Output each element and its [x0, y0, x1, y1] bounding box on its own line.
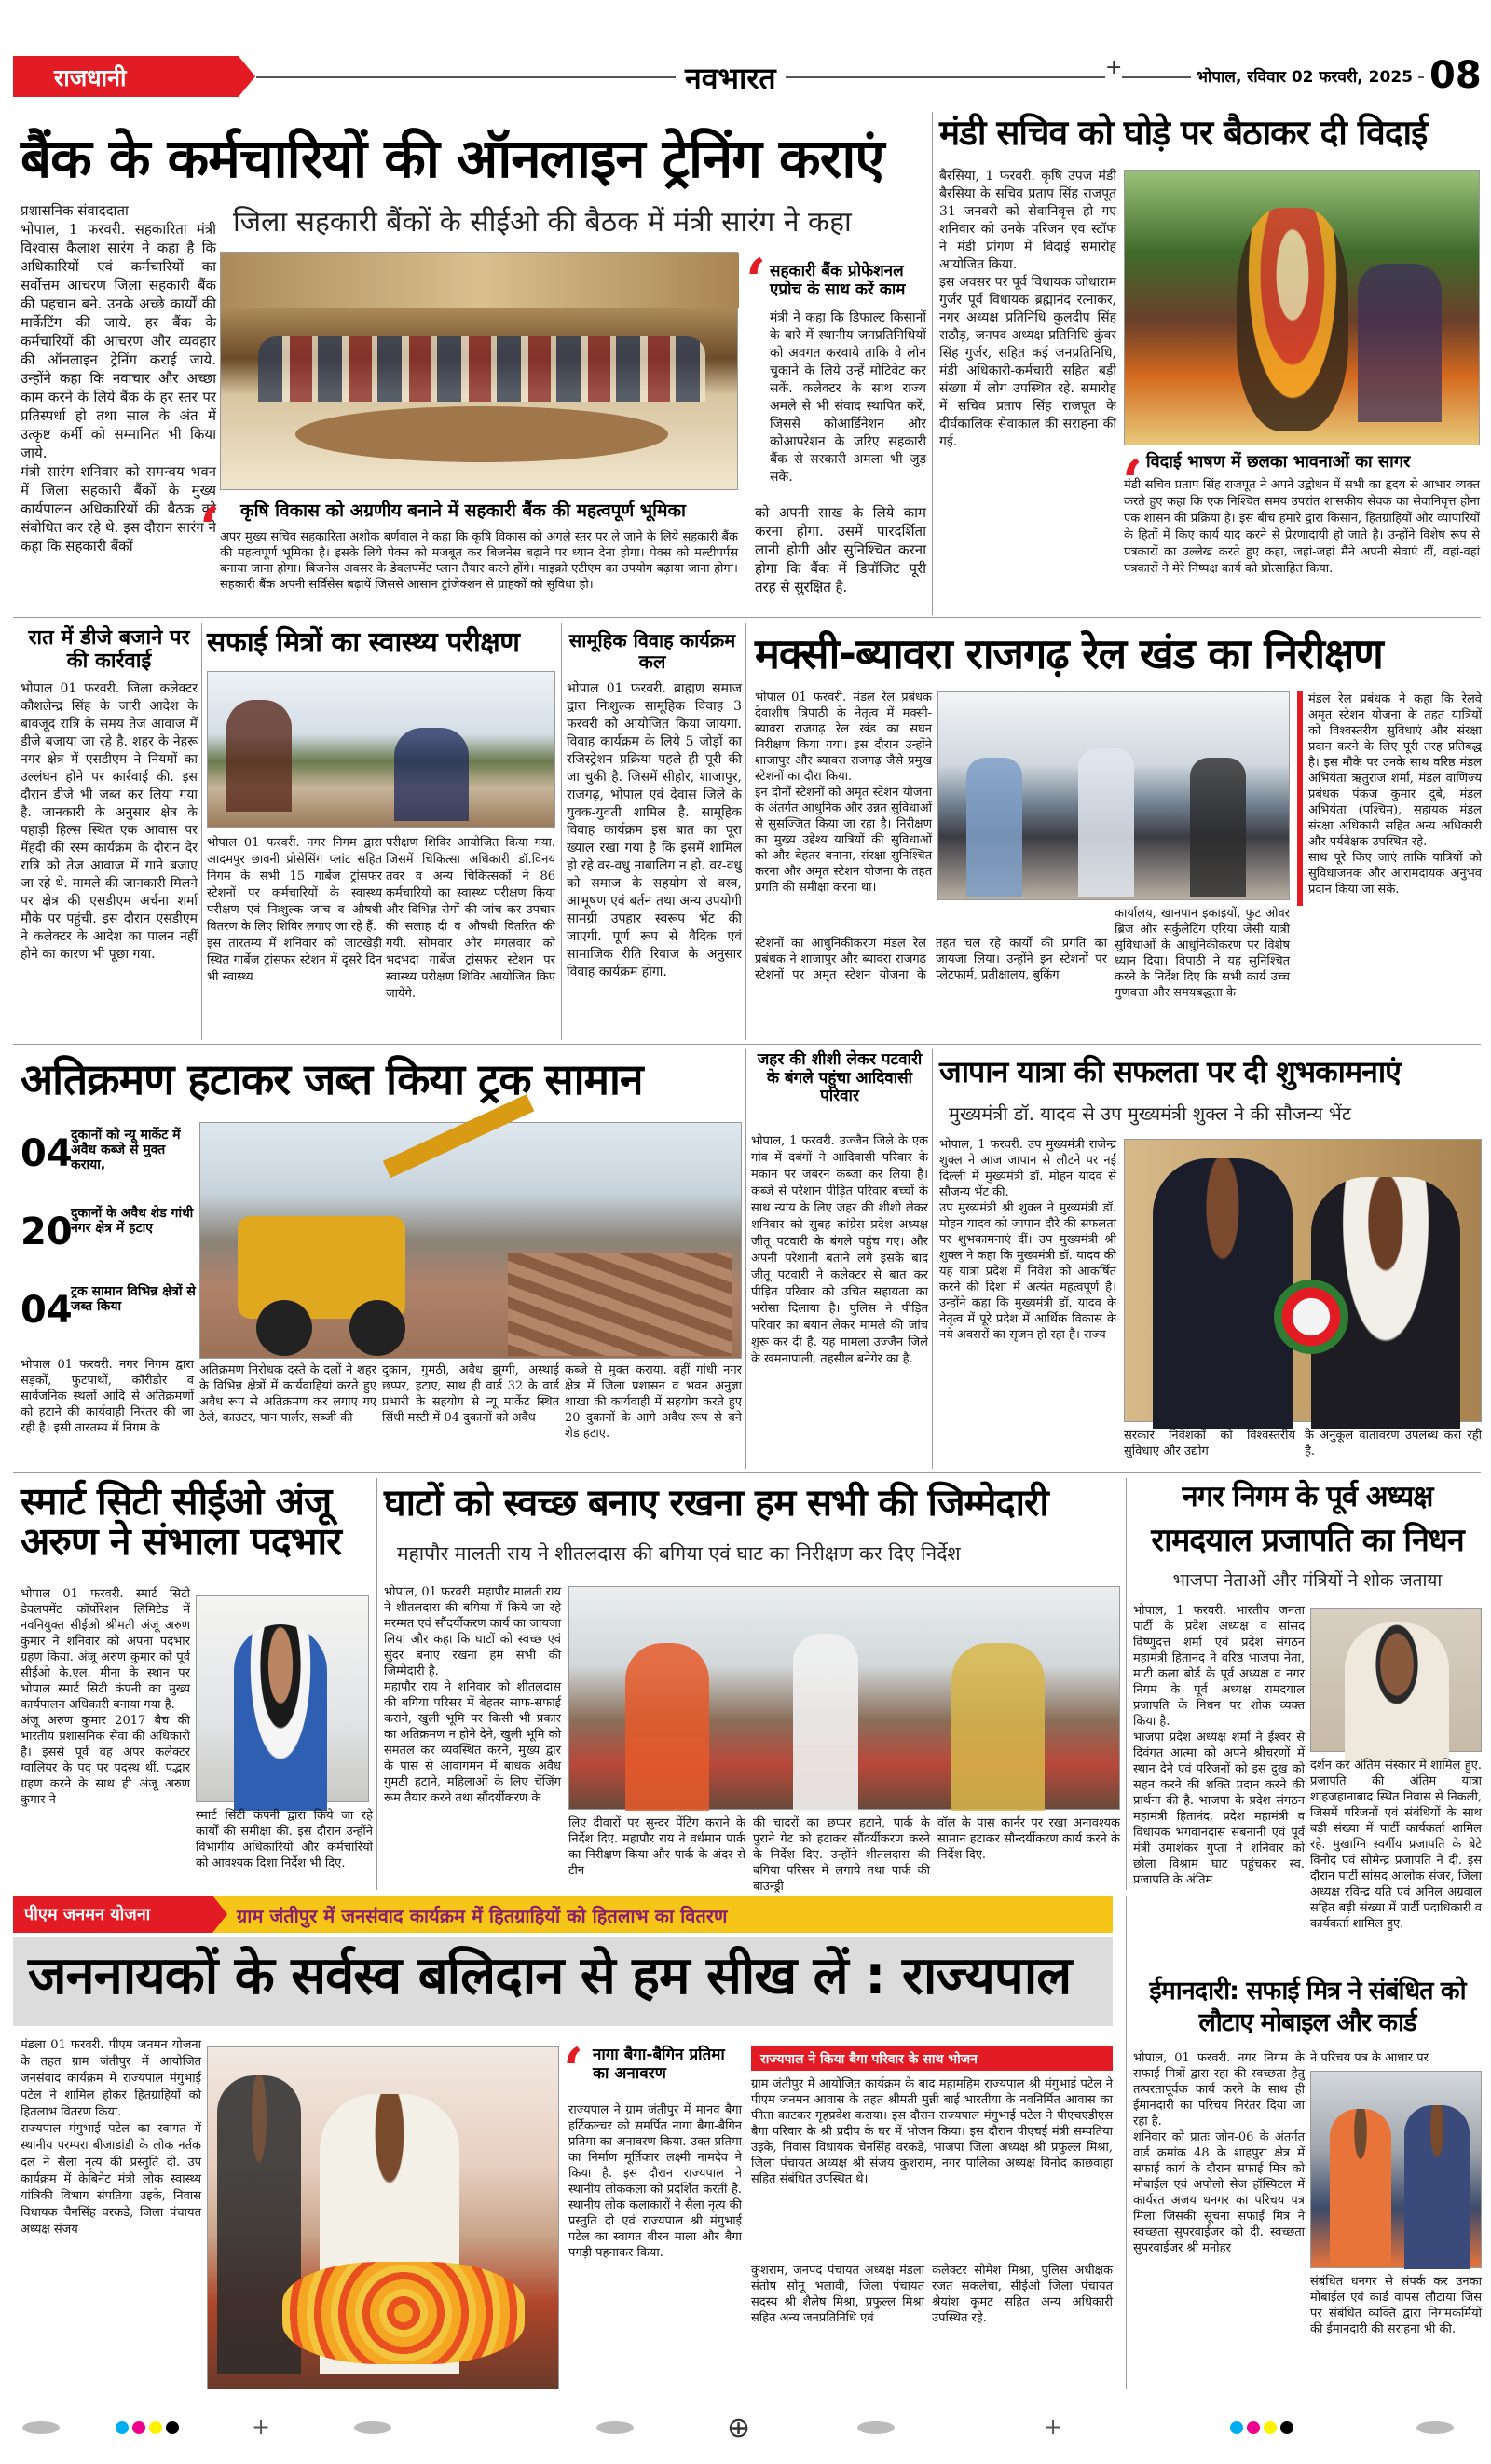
row-rule [13, 1472, 1481, 1473]
yellow-dot [1264, 2421, 1277, 2434]
article-body-col2: स्टेशनों का आधुनिकीकरण मंडल रेल प्रबंधक ने शाजापुर और ब्यावरा राजगढ़ स्टेशनों पर अमृत स्टेशन योजना के तहत चल रहे कार्यों की प्रगति का जायजा लिया। उन्होंने इन स्टेशनों पर प्लेटफार्म, प्रतीक्षालय, बुकिंग [755, 937, 1107, 982]
article-body: बैरसिया, 1 फरवरी. कृषि उपज मंडी बैरसिया के सचिव प्रताप सिंह राजपूत 31 जनवरी को सेवानिवृत्त हो गए शनिवार को उनके परिजन एव स्टॉफ ने मंडी प्रांगण में विदाई समारोह आयोजित किया. इस अवसर पर पूर्व विधायक जोधाराम गुर्जर पूर्व विधायक ब्रह्मानंद रत्नाकर, नगर अध्यक्ष प्रतिनिधि कुलदीप सिंह राठौड़, जनपद अध्यक्ष प्रतिनिधि कुंवर सिंह गुर्जर, सहित कई जनप्रतिनिधि, मंडी अधिकारी-कर्मचारी सहित बड़ी संख्या में लोग उपस्थित रहे. समारोह में सचिव प्रताप सिंह राजपूत के दीर्घकालिक सेवाकाल की सराहना की गई. [939, 169, 1116, 449]
cleaner-photo [1310, 2071, 1482, 2268]
grey-dot [22, 2421, 60, 2434]
headline: जापान यात्रा की सफलता पर दी शुभकामनाएं [939, 1054, 1401, 1089]
sidebar-head: विदाई भाषण में छलका भावनाओं का सागर [1146, 452, 1411, 472]
headline: बैंक के कर्मचारियों की ऑनलाइन ट्रेनिंग कराएं [21, 127, 884, 190]
cyan-dot [116, 2421, 129, 2434]
grey-dot [354, 2421, 391, 2434]
column-rule [561, 623, 562, 1040]
masthead [0, 0, 1491, 101]
column-rule [201, 623, 202, 1040]
rail-photo [937, 691, 1290, 900]
quote-icon: ‘ [1122, 447, 1143, 517]
subheadline: महापौर मालती राय ने शीतलदास की बगिया एवं घाट का निरीक्षण कर दिए निर्देश [397, 1542, 961, 1565]
headline: घाटों को स्वच्छ बनाए रखना हम सभी की जिम्मेदारी [384, 1482, 1048, 1525]
subheadline: भाजपा नेताओं और मंत्रियों ने शोक जताया [1172, 1570, 1443, 1591]
fact-item [21, 1282, 196, 1351]
column-rule [376, 1478, 377, 1890]
sidebar-text: राज्यपाल ने ग्राम जंतीपुर में मानव बैगा हर्टिकल्चर को समर्पित नागा बैगा-बैगिन प्रतिमा का अनावरण किया. उक्त प्रतिमा का निर्माण मूर्तिकार लक्ष्मी नामदेव ने किया है. इस दौरान राज्यपाल ने स्थानीय लोककला को प्रदर्शित करती है. स्थानीय लोक कलाकारों ने सैला नृत्य की प्रस्तुति दी एवं राज्यपाल श्री मंगुभाई पटेल का स्वागत बीरन माला और बैगा पगड़ी पहनाकर किया. [568, 2103, 742, 2260]
column-rule [932, 1049, 933, 1469]
strap-text: ग्राम जंतीपुर में जनसंवाद कार्यक्रम में हितग्राहियों को हितलाभ का वितरण [237, 1905, 728, 1927]
article-body: भोपाल, 1 फरवरी. उप मुख्यमंत्री राजेन्द्र शुक्ल ने आज जापान से लौटने पर नई दिल्ली में मुख्यमंत्री डॉ. मोहन यादव से सौजन्य भेंट की. उप मुख्यमंत्री श्री शुक्ल ने मुख्यमंत्री डॉ. मोहन यादव को जापान दौरे की सफलता पर शुभकामनाएं दीं। उप मुख्यमंत्री श्री शुक्ल ने कहा कि मुख्यमंत्री डॉ. यादव की यह यात्रा प्रदेश में निवेश को आकर्षित करने की दिशा में अत्यंत महत्वपूर्ण है। उन्होंने कहा कि मुख्यमंत्री डॉ. यादव के नेतृत्व में पूरे प्रदेश में आर्थिक विकास के नये अवसरों का सृजन हो रहा है। राज्य [939, 1138, 1116, 1342]
yellow-dot [149, 2421, 162, 2434]
row-rule [13, 1044, 1481, 1045]
article-body: भोपाल 01 फरवरी. नगर निगम द्वारा आदमपुर छावनी प्रोसेसिंग प्लांट सहित निगम के सभी 15 गार्बेज ट्रांसफर स्टेशनों पर कर्मचारियों के स्वास्थ्य परीक्षण एवं निःशुल्क जांच व औषधी वितरण के लिए शिविर लगाए जा रहे हैं. इस तारतम्य में शनिवार को जाटखेड़ी स्थित गार्बेज ट्रांसफर स्टेशन में दूसरे दिन भी स्वास्थ्य [207, 836, 382, 984]
sidebar-text: मंडी सचिव प्रताप सिंह राजपूत ने अपने उद्बोधन में सभी का हृदय से आभार व्यक्त करते हुए कहा कि एक निश्चित समय उपरांत शासकीय सेवक का सेवानिवृत्त होना एक शासन की प्रक्रिया है। इस बीच हमारे द्वारा किसान, हितग्राहियों और व्यापारियों के हितों में किए कार्य याद करने से प्रेरणादायी हो जाते है। उन्होंने विशेष रूप से पत्रकारों का उल्लेख करते हुए कहा, जहां-जहां मैंने अपनी सेवाएं दीं, वहां-वहां पत्रकारों ने मेरे निष्पक्ष कार्य को प्रोत्साहित किया. [1124, 478, 1480, 576]
article-body-col4: कब्जे से मुक्त कराया. वहीं गांधी नगर क्षेत्र में जिला प्रशासन व भवन अनुज्ञा शाखा की कार्यवाही में सहयोग करते हुए 20 दुकानों के आगे अवैध रूप से बने शेड हटाए. [565, 1363, 742, 1441]
headline: स्मार्ट सिटी सीईओ अंजू अरुण ने संभाला पदभार [21, 1479, 341, 1565]
column-rule [1126, 1896, 1127, 2389]
article-body-col2: सरकार निवेशकों को विश्वस्तरीय सुविधाएं और उद्योग [1124, 1429, 1295, 1458]
headline: जहर की शीशी लेकर पटवारी के बंगले पहुंचा आदिवासी परिवार [757, 1050, 923, 1106]
registration-cross-icon: + [252, 2414, 271, 2440]
article-body-col4: मंडल रेल प्रबंधक ने कहा कि रेलवे अमृत स्टेशन योजना के तहत यात्रियों को विश्वस्तरीय सुविधाएं और संरक्षा प्रदान करने के लिए पूरी तरह प्रतिबद्ध है। इस मौके पर उनके साथ वरिष्ठ मंडल अभियंता ऋतुराज शर्मा, मंडल वाणिज्य प्रबंधक पंकज कुमार दुबे, मंडल अभियंता (पश्चिम), सहायक मंडल संरक्षा अधिकारी सहित अन्य अधिकारी और पर्यवेक्षक उपस्थित रहे. साथ पूरे किए जाएं ताकि यात्रियों को सुविधाजनक और आरामदायक अनुभव प्रदान किया जा सके. [1308, 692, 1482, 897]
newspaper-logo: नवभारत [676, 58, 786, 98]
article-body-col2: स्मार्ट सिटी कंपनी द्वारा किये जा रहे कार्यों की समीक्षा की. इस दौरान उन्होंने विभागीय अधिकारियों और कर्मचारियों को आवश्यक दिशा निर्देश भी दिए. [196, 1809, 373, 1870]
strap-tag-label: पीएम जनमन योजना [24, 1905, 151, 1924]
color-registration-bar [0, 2401, 1491, 2457]
row-rule [13, 617, 1481, 618]
article-body-col3: कार्यालय, खानपान इकाइयों, फुट ओवर ब्रिज और सर्कुलेटिंग एरिया जैसी यात्री सुविधाओं के आधुनिकीकरण पर विशेष ध्यान दिया। विपाठी ने यह सुनिश्चित करने के निर्देश दिए कि सभी कार्य उच्च गुणवत्ता और समयबद्धता के [1115, 907, 1290, 1000]
article-body: भोपाल, 01 फरवरी. महापौर मालती राय ने शीतलदास की बगिया में किये जा रहे मरम्मत एवं सौंदर्यीकरण कार्य का जायजा लिया और कहा कि घाटों को स्वच्छ एवं सुंदर बनाए रखना हम सभी की जिम्मेदारी है. महापौर राय ने शनिवार को शीतलदास की बगिया परिसर में बेहतर साफ-सफाई कराने, खुली भूमि पर किसी भी प्रकार का अतिक्रमण न होने देने, खुली भूमि को समतल कर व्यवस्थित करने, मुख्य द्वार के पास से आवागमन में बाधक अवैध गुमठी हटाने, महिलाओं के लिए चेंजिंग रूम तैयार करने तथा सौंदर्यीकरण के [384, 1585, 561, 1805]
meeting-photo [220, 252, 738, 490]
fact-box [21, 1126, 196, 1349]
article-body: भोपाल 01 फरवरी. ब्राह्मण समाज द्वारा निःशुल्क सामूहिक विवाह 3 फरवरी को आयोजित किया जायगा. विवाह कार्यक्रम के लिये 5 जोड़ों का रजिस्ट्रेशन प्रक्रिया पहले ही पूरी की जा चुकी है. जिसमें सीहोर, शाजापुर, राजगढ़, भोपाल एवं देवास जिले के युवक-युवती शामिल है. सामूहिक विवाह कार्यक्रम इस बात का पूरा ख्याल रखा गया है कि इसमें शामिल हो रहे वर-वधु नाबालिग न हो. वर-वधु को समाज के सहयोग से वस्त्र, आभूषण एवं बर्तन तथा अन्य उपयोगी सामग्री उपहार स्वरूप भेंट की जाएगी. पूर्ण रूप से वैदिक एवं सामाजिक रीति रिवाज के अनुसार विवाह कार्यक्रम होगा. [567, 681, 742, 979]
black-dot [166, 2421, 179, 2434]
registration-target-icon: ⊕ [727, 2412, 751, 2444]
headline-line2: रामदयाल प्रजापति का निधन [1151, 1522, 1464, 1559]
grey-dot [596, 2421, 634, 2434]
farewell-photo [1124, 170, 1480, 445]
magenta-dot [132, 2421, 145, 2434]
obituary-photo [1310, 1608, 1482, 1752]
headline: जननायकों के सर्वस्व बलिदान से हम सीख लें : राज्यपाल [28, 1946, 1072, 2006]
article-body-col3: दुकान, गुमठी, अवैध झुग्गी, अस्थाई छप्पर, हटाए, साथ ही वार्ड 32 के वार्ड प्रभारी के सहयोग से न्यू मार्केट स्थित सिंधी मस्टी में 04 दुकानों को अवैध [382, 1363, 559, 1425]
article-body-cont: को अपनी साख के लिये काम करना होगा. उसमें पारदर्शिता लानी होगी और सुनिश्चित करना होगा कि बैंक में डिपॉजिट पूरी तरह से सुरक्षित है. [755, 504, 926, 595]
fact-text: दुकानों को न्यू मार्केट में अवैध कब्जे से मुक्त कराया, [71, 1128, 181, 1173]
quote-icon: ‘ [199, 494, 221, 564]
article-body: भोपाल, 1 फरवरी. उज्जैन जिले के एक गांव में दबंगों ने आदिवासी परिवार के मकान पर जबरन कब्जा कर लिया है। कब्जे से परेशान पीड़ित परिवार बच्चों के साथ न्याय के लिए जहर की शीशी लेकर शनिवार को सुबह कांग्रेस प्रदेश अध्यक्ष जीतू पटवारी के बंगले पहुंच गए। और अपनी परेशानी बताने लगे इसके बाद जीतू पटवारी ने कलेक्टर से बात कर पीड़ित परिवार को उचित सहायता का भरोसा दिलाया है। पुलिस ने पीड़ित परिवार का बयान लेकर मामले की जांच शुरू कर दी है. यह मामला उज्जैन जिले के खमनापाली, तहसील बनेगेर का है. [751, 1134, 928, 1366]
article-body-col4: कलेक्टर सोमेश मिश्रा, पुलिस अधीक्षक रजत सकलेचा, सीईओ जिला पंचायत श्रेयांश कूमट सहित अन्य अधिकारी उपस्थित रहे. [932, 2264, 1113, 2325]
page-number: 08 [1424, 54, 1482, 97]
article-body: भोपाल 01 फरवरी. मंडल रेल प्रबंधक देवाशीष त्रिपाठी के नेतृत्व में मक्सी-ब्यावरा राजगढ़ रेल खंड का सघन निरीक्षण किया गया। इस दौरान उन्होंने शाजापुर और ब्यावरा राजगढ़ जैसे प्रमुख स्टेशनों का दौरा किया. इन दोनों स्टेशनों को अमृत स्टेशन योजना के अंतर्गत आधुनिक और उन्नत सुविधाओं से सुसज्जित किया जा रहा है। निरीक्षण का मुख्य उद्देश्य यात्रियों की सुविधाओं को और बेहतर बनाना, संरक्षा सुनिश्चित करना और अमृत स्टेशन योजना के तहत प्रगति की समीक्षा करना था। [755, 691, 932, 895]
article-body-col2: दर्शन कर अंतिम संस्कार में शामिल हुए. प्रजापति की अंतिम यात्रा शाहजहानाबाद स्थित निवास से निकली, जिसमें परिजनों एवं संबंधियों के साथ बड़ी संख्या में पार्टी कार्यकर्ता शामिल रहे. मुखाग्नि स्वर्गीय प्रजापति के बेटे विनोद एवं सोमेन्द्र प्रजापति ने दी. इस दौरान पार्टी सांसद आलोक संजर, जिला अध्यक्ष रविन्द्र यति एवं अनिल अग्रवाल सहित बड़ी संख्या में पार्टी पदाधिकारी व कार्यकर्ता शामिल हुए. [1310, 1759, 1482, 1931]
article-body-col2: लिए दीवारों पर सुन्दर पेंटिंग कराने के निर्देश दिए. महापौर राय ने वर्धमान पार्क का निरीक्षण किया और पार्क के अंदर से टीन [568, 1816, 746, 1878]
quote-icon: ‘ [746, 246, 767, 316]
grey-dot [1416, 2421, 1454, 2434]
article-body-cont: परीक्षण शिविर आयोजित किया गया. जिसमें चिकित्सा अधिकारी डॉ.विनय तवर व अन्य चिकित्सकों ने 86 कर्मचारियों का स्वास्थ्य परीक्षण किया और विभिन्न रोगों की जांच कर उपचार की सलाह दी व औषधी वितरित की गयी. सोमवार और मंगलवार को भदभदा गार्बेज ट्रांसफर स्टेशन पर स्वास्थ्य परीक्षण शिविर आयोजित किए जायेंगे. [386, 836, 555, 1001]
registration-cross-icon: + [1044, 2414, 1063, 2440]
fact-item [21, 1204, 196, 1273]
magenta-dot [1247, 2421, 1260, 2434]
banner-text: अपर मुख्य सचिव सहकारिता अशोक बर्णवाल ने कहा कि कृषि विकास को अगले स्तर पर ले जाने के लिये सहकारी बैंक की महत्वपूर्ण भूमिका है। इसके लिये पेक्स को मजबूत कर बिजनेस बढ़ाने पर ध्यान देना होगा। पेक्स को मल्टीपर्पस बनाया जाना होगा। बिजनेस अवसर के डेवलपमेंट प्लान तैयार करने होंगे। माइक्रो एटीएम का उपयोग बढ़ाया जाना होगा। सहकारी बैंक अपनी सर्विसेस बढ़ायें जिससे आसान ट्रांजेक्शन से ग्राहकों को सुविधा हो। [220, 530, 738, 592]
rail-sidebar [1297, 691, 1482, 1038]
column-rule [1126, 1478, 1127, 1890]
article-body-col4: वॉल के पास कार्नर पर रखा अनावश्यक सामान हटाकर सौन्दर्यीकरण कार्य करने के निर्देश दिए. [937, 1816, 1120, 1862]
strap-arrow [212, 1896, 227, 1933]
fact-text: ट्रक सामान विभिन्न क्षेत्रों से जब्त किया [71, 1284, 196, 1315]
fact-number: 04 [21, 1289, 73, 1332]
health-camp-photo [207, 671, 555, 828]
sidebar-text: मंत्री ने कहा कि डिफाल्ट किसानों के बारे में स्थानीय जनप्रतिनिधियों को अवगत करवाये ताकि वे लोन चुकाने के लिये उन्हें मोटिवेट कर सकें. कलेक्टर के साथ राज्य अमले से भी संवाद स्थापित करें, जिससे कोआर्डिनेशन और कोआपरेशन के जरिए सहकारी बैंक से सरकारी अमला भी जुड़ सके. [770, 310, 926, 485]
demolition-photo [199, 1122, 742, 1359]
cm-meeting-photo [1124, 1139, 1482, 1422]
red-subhead-text: ग्राम जंतीपुर में आयोजित कार्यक्रम के बाद महामहिम राज्यपाल श्री मंगुभाई पटेल ने पीएम जनमन आवास के तहत श्रीमती मुन्नी बाई भारतीया के नवनिर्मित आवास का फीता काटकर गृहप्रवेश कराया। इस दौरान राज्यपाल मंगुभाई पटेल ने पीएचएडीएस बैगा परिवार के श्री प्रदीप के घर में भोजन किया। इस दौरान पीएचई मंत्री सम्पतिया उइके, निवास विधायक चैनसिंह वरकडे, भाजपा जिला अध्यक्ष श्री प्रफुल्ल मिश्रा, जिला पंचायत अध्यक्ष श्री संजय कुशराम, नगर पालिका अध्यक्ष विनोद काछवाहा सहित संबंधित उपस्थित थे। [751, 2077, 1113, 2186]
article-body: भोपाल, 1 फरवरी. भारतीय जनता पार्टी के प्रदेश अध्यक्ष व सांसद विष्णुदत्त शर्मा एवं प्रदेश संगठन महामंत्री हितानंद ने वरिष्ठ भाजपा नेता, माटी कला बोर्ड के पूर्व अध्यक्ष व नगर निगम के पूर्व अध्यक्ष रामदयाल प्रजापति के निधन पर शोक व्यक्त किया है. भाजपा प्रदेश अध्यक्ष शर्मा ने ईश्वर से दिवंगत आत्मा को अपने श्रीचरणों में स्थान देने एवं परिजनों को इस दुख को सहन करने की शक्ति प्रदान करने की प्रार्थना की है. भाजपा के प्रदेश संगठन महामंत्री हितानंद, प्रदेश महामंत्री व विधायक भगवानदास सबनानी एवं पूर्व मंत्री उमाशंकर गुप्ता ने शनिवार को छोला विश्राम घाट पहुंचकर स्व. प्रजापति के अंतिम [1133, 1604, 1305, 1887]
mayor-inspection-photo [568, 1586, 1120, 1810]
subheadline: मुख्यमंत्री डॉ. यादव से उप मुख्यमंत्री शुक्ल ने की सौजन्य भेंट [949, 1102, 1351, 1125]
article-body-col3: के अनुकूल वातावरण उपलब्ध करा रही है. [1305, 1429, 1482, 1458]
headline: सफाई मित्रों का स्वास्थ्य परीक्षण [207, 626, 520, 659]
headline: रात में डीजे बजाने पर की कार्रवाई [28, 626, 190, 674]
article-body: भोपाल 01 फरवरी. स्मार्ट सिटी डेवलपमेंट कॉर्पोरेशन लिमिटेड में नवनियुक्त सीईओ श्रीमती अंजू अरुण कुमार ने शनिवार को अपना पदभार ग्रहण किया. अंजू अरुण कुमार को पूर्व सीईओ के.एल. मीना के स्थान पर भोपाल स्मार्ट सिटी कंपनी का मुख्य कार्यपालन अधिकारी बनाया गया है. अंजू अरुण कुमार 2017 बैच की भारतीय प्रशासनिक सेवा की अधिकारी है। इससे पूर्व वह अपर कलेक्टर ग्वालियर के पद पर पदस्थ थीं. पद्भार ग्रहण करने के साथ ही अंजू अरुण कुमार ने [21, 1587, 190, 1807]
black-dot [1280, 2421, 1293, 2434]
banner-head: कृषि विकास को अग्रणीय बनाने में सहकारी बैंक की महत्वपूर्ण भूमिका [240, 500, 686, 521]
headline: सामूहिक विवाह कार्यक्रम कल [568, 629, 736, 673]
article-body-col3: की चादरों का छप्पर हटाने, पार्क के पुराने गेट को हटाकर सौंदर्यीकरण करने के निर्देश दिए. उन्होंने शीतलदास की बगिया परिसर में लगाये तथा पार्क की बाउन्ड्री [753, 1816, 930, 1894]
governor-photo [207, 2046, 559, 2389]
article-body-col2: ने परिचय पत्र के आधार पर [1310, 2051, 1429, 2065]
quote-icon: ‘ [563, 2035, 584, 2105]
subheadline: जिला सहकारी बैंकों के सीईओ की बैठक में मंत्री सारंग ने कहा [233, 206, 852, 239]
article-body-col2: अतिक्रमण निरोधक दस्ते के दलों ने शहर के विभिन्न क्षेत्रों में कार्यवाहियां करते हुए अवैध रूप से अतिक्रमण कर लगाए गए ठेले, काउंटर, पान पार्लर, सब्जी की [199, 1363, 376, 1425]
column-rule [932, 112, 933, 615]
ceo-photo [196, 1595, 369, 1802]
fact-item [21, 1126, 196, 1195]
registration-cross-icon: + [1105, 56, 1123, 79]
section-tab [13, 56, 255, 97]
article-body: भोपाल, 01 फरवरी. नगर निगम के सफाई मित्रों द्वारा रहा की स्वच्छता हेतु तत्परतापूर्वक कार्य करने के साथ ही ईमानदारी का परिचय निरंतर दिया जा रहा है. शनिवार को प्रातः जोन-06 के अंतर्गत वार्ड क्रमांक 48 के शाहपुरा क्षेत्र में सफाई कार्य के दौरान सफाई मित्र को मोबाईल एवं अपोलो सेज हॉस्पिटल में कार्यरत अजय धनगर का परिचय पत्र मिला जिसकी सूचना सफाई मित्र ने स्वच्छता सुपरवाईजर को दी. स्वच्छता सुपरवाईजर श्री मनोहर [1133, 2051, 1305, 2255]
dateline: भोपाल, रविवार 02 फरवरी, 2025 [1191, 65, 1418, 87]
article-body-col3: कुशराम, जनपद पंचायत अध्यक्ष मंडला संतोष सोनू भलावी, जिला पंचायत सदस्य श्री शैलेष मिश्रा, प्रफुल्ल मिश्रा सहित अन्य जनप्रतिनिधि एवं [751, 2264, 924, 2325]
headline: अतिक्रमण हटाकर जब्त किया ट्रक सामान [21, 1054, 643, 1104]
sidebar-head: नागा बैगा-बैगिन प्रतिमा का अनावरण [593, 2046, 725, 2083]
headline: मंडी सचिव को घोड़े पर बैठाकर दी विदाई [939, 113, 1428, 153]
article-body: प्रशासनिक संवाददाता भोपाल, 1 फरवरी. सहकारिता मंत्री विश्वास कैलाश सारंग ने कहा है कि अधिकारियों एवं कर्मचारियों का सर्वोत्तम आचरण जिला सहकारी बैंक की पहचान बने. उनके अच्छे कार्यों की मार्केटिंग की जाये. हर बैंक के कर्मचारियों की आचरण और व्यवहार की ऑनलाइन ट्रेनिंग कराई जाये. उन्होंने कहा कि नवाचार और अच्छा काम करने के लिये बैंक के हर स्तर पर प्रतिस्पर्धा हो तथा साल के अंत में उत्कृष्ट कर्मी को सम्मानित भी किया जाये. मंत्री सारंग शनिवार को समन्वय भवन में जिला सहकारी बैंकों के मुख्य कार्यपालन अधिकारियों की बैठक को संबोधित कर रहे थे. इस दौरान सारंग ने कहा कि सहकारी बैंकों [21, 202, 216, 554]
headline: मक्सी-ब्यावरा राजगढ़ रेल खंड का निरीक्षण [755, 629, 1383, 678]
sidebar-head: सहकारी बैंक प्रोफेशनल एप्रोच के साथ करें काम [770, 262, 906, 299]
article-body: मंडला 01 फरवरी. पीएम जनमन योजना के तहत ग्राम जंतीपुर में आयोजित जनसंवाद कार्यक्रम में राज्यपाल मंगुभाई पटेल ने शामिल होकर हितग्राहियों को हितलाभ वितरण किया. राज्यपाल मंगुभाई पटेल का स्वागत में स्थानीय परम्परा बीजाडांडी के लोक नर्तक दल ने सैला नृत्य की प्रस्तुति दी. उप कार्यक्रम में केबिनेट मंत्री लोक स्वास्थ्य यांत्रिकी विभाग संपतिया उइके, निवास विधायक चैनसिंह वरकडे, जिला पंचायत अध्यक्ष संजय [21, 2038, 201, 2237]
fact-number: 20 [21, 1211, 73, 1253]
grey-dot [857, 2421, 895, 2434]
cyan-dot [1230, 2421, 1243, 2434]
fact-number: 04 [21, 1132, 73, 1175]
red-subhead: राज्यपाल ने किया बैगा परिवार के साथ भोजन [760, 2052, 978, 2067]
article-body-col3: संबंधित धनगर से संपर्क कर उनका मोबाईल एवं कार्ड वापस लौटाया जिस पर संबंधित व्यक्ति द्वारा निगमकर्मियों की ईमानदारी की सराहना भी की. [1310, 2275, 1482, 2336]
article-body: भोपाल 01 फरवरी. नगर निगम द्वारा सड़कों, फुटपाथों, कॉरीडोर व सार्वजनिक स्थलों आदि से अतिक्रमणों को हटाने की कार्यवाही निरंतर की जा रही है। इसी तारतम्य में निगम के [21, 1358, 194, 1435]
headline: ईमानदारी: सफाई मित्र ने संबंधित को लौटाए मोबाइल और कार्ड [1149, 1977, 1466, 2037]
headline-line1: नगर निगम के पूर्व अध्यक्ष [1182, 1480, 1433, 1513]
article-body: भोपाल 01 फरवरी. जिला कलेक्टर कौशलेन्द्र सिंह के जारी आदेश के बावजूद रात्रि के समय तेज आवाज में डीजे बजाया जा रहे है. शहर के नेहरू नगर क्षेत्र में एसडीएम ने नियमों का उल्लंघन होने पर कार्रवाई की. इस दौरान डीजे भी जब्त कर लिया गया है. जानकारी के अनुसार क्षेत्र के पहाड़ी हिल्स स्थित एक आवास पर मेंहदी की रस्म कार्यक्रम के दौरान देर रात्रि को तेज आवाज में गाने बजाए जा रहे थे. मामले की जानकारी मिलने पर क्षेत्र की एसडीएम अर्चना शर्मा मौके पर पहुंची. इस दौरान एसडीएम ने कलेक्टर के आदेश का पालन नहीं होने का कारण भी पूछा गया. [21, 681, 198, 962]
fact-text: दुकानों के अवैध शेड गांधी नगर क्षेत्र में हटाए [71, 1206, 194, 1237]
section-label: राजधानी [54, 64, 127, 91]
